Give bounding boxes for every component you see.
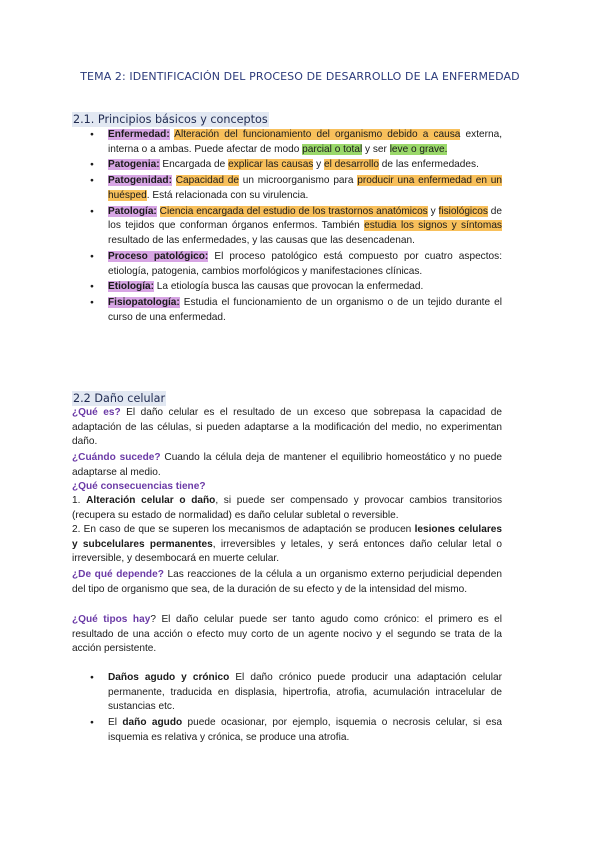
list-item: ● Daños agudo y crónico El daño crónico puede producir una adaptación celular permanente, traducida en displasia, hipertrofia, atrofia, acumulación intracelular de sustancias etc.	[90, 671, 502, 715]
list-item: ● Enfermedad: Alteración del funcionamiento del organismo debido a causa externa, interna o a ambas. Puede afectar de modo parcial o total y ser leve o grave.	[90, 128, 502, 157]
paragraph-que-es: ¿Qué es? El daño celular es el resultado de un exceso que sobrepasa la capacidad de adaptación de las células, si pueden adaptarse a la modificación del medio, no experimentan daño.	[72, 407, 503, 447]
list-item: ● Fisiopatología: Estudia el funcionamiento de un organismo o de un tejido durante el curso de una enfermedad.	[90, 296, 502, 325]
list-item: ● Patología: Ciencia encargada del estudio de los trastornos anatómicos y fisiológicos de los tejidos que conforman órganos enfermos. También estudia los signos y síntomas resultado de las enfermedades, y las causas que las desencadenan.	[90, 205, 502, 249]
paragraph-de-que-depende: ¿De qué depende? Las reacciones de la célula a un organismo externo perjudicial dependen del tipo de organismo que sea, de la duración de su efecto y de la intensidad del mismo.	[72, 569, 502, 595]
damage-types-list	[90, 671, 502, 747]
paragraph-tipos: ¿Qué tipos hay? El daño celular puede ser tanto agudo como crónico: el primero es el resultado de una acción o efecto muy corto de un agente nocivo y el segundo se trata de la acción persistente.	[72, 614, 502, 654]
paragraph-consecuencia-1: 1. Alteración celular o daño, si puede ser compensado y provocar cambios transitorios (recupera su estado de normalidad) es daño celular subletal o reversible.	[72, 495, 503, 521]
page-title: TEMA 2: IDENTIFICACIÓN DEL PROCESO DE DESARROLLO DE LA ENFERMEDAD	[80, 70, 520, 83]
section-heading-dano-celular: 2.2 Daño celular	[73, 392, 166, 405]
concepts-list	[90, 128, 502, 327]
paragraph-cuando-sucede: ¿Cuándo sucede? Cuando la célula deja de mantener el equilibrio homeostático y no puede adaptarse al medio.	[72, 452, 502, 478]
paragraph-consecuencias: ¿Qué consecuencias tiene?	[72, 481, 206, 492]
section-heading-principios: 2.1. Principios básicos y conceptos	[73, 113, 268, 126]
list-item: ● Etiología: La etiología busca las causas que provocan la enfermedad.	[90, 280, 502, 295]
list-item: ● Patogenia: Encargada de explicar las causas y el desarrollo de las enfermedades.	[90, 158, 502, 173]
paragraph-consecuencia-2: 2. En caso de que se superen los mecanismos de adaptación se producen lesiones celulares y subcelulares permanentes, irreversibles y letales, y será entonces daño celular letal o irreversible, y desembocará en muerte celular.	[72, 524, 502, 564]
list-item: ● El daño agudo puede ocasionar, por ejemplo, isquemia o necrosis celular, si esa isquemia es relativa y crónica, se produce una atrofia.	[90, 716, 502, 745]
list-item: ● Proceso patológico: El proceso patológico está compuesto por cuatro aspectos: etiología, patogenia, cambios morfológicos y manifestaciones clínicas.	[90, 250, 502, 279]
list-item: ● Patogenidad: Capacidad de un microorganismo para producir una enfermedad en un huésped. Está relacionada con su virulencia.	[90, 174, 502, 203]
